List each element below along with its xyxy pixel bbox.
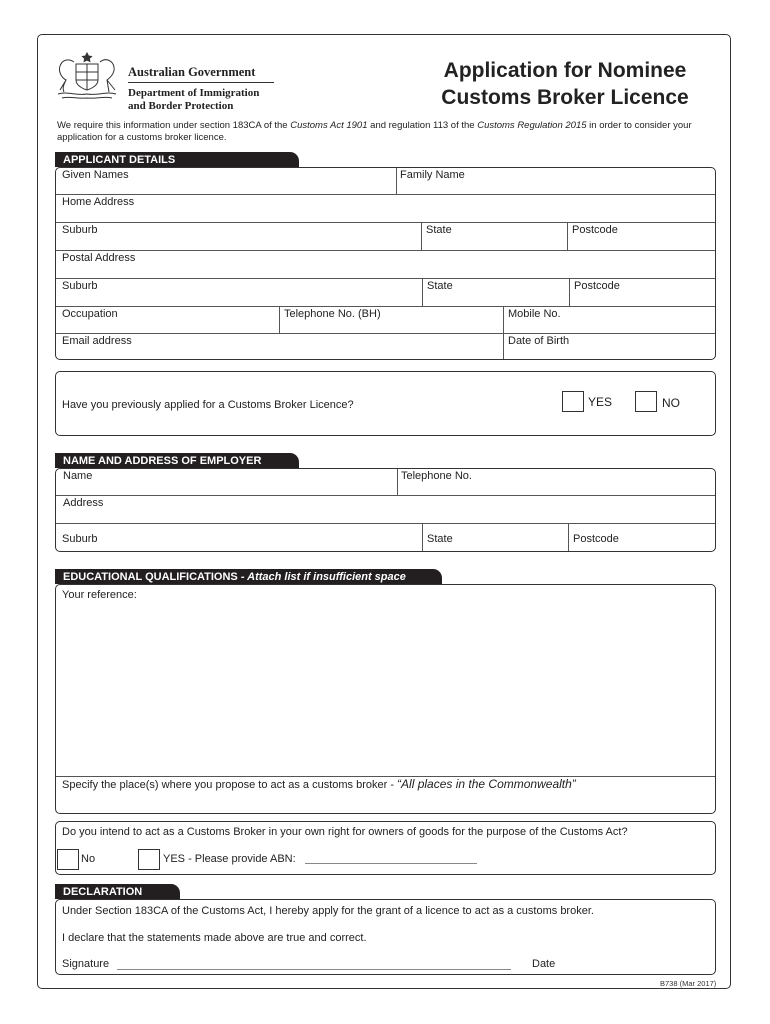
previous-application-question: Have you previously applied for a Customs Broker Licence? bbox=[62, 399, 354, 411]
home-address-field[interactable]: Home Address bbox=[62, 196, 135, 208]
broker-places-row bbox=[62, 778, 576, 792]
home-state-field[interactable]: State bbox=[426, 224, 452, 236]
form-title bbox=[410, 57, 720, 111]
intro-part3: in order to consider your application for a customs broker licence. bbox=[57, 120, 692, 143]
intro-act2: Customs Regulation 2015 bbox=[477, 120, 587, 131]
coat-of-arms-logo bbox=[52, 50, 122, 102]
intro-act1: Customs Act 1901 bbox=[290, 120, 368, 131]
row-divider bbox=[56, 306, 715, 307]
employer-suburb-field[interactable]: Suburb bbox=[62, 533, 98, 545]
col-divider bbox=[503, 306, 504, 359]
given-names-field[interactable]: Given Names bbox=[62, 169, 129, 181]
col-divider bbox=[422, 523, 423, 551]
employer-postcode-field[interactable]: Postcode bbox=[573, 533, 619, 545]
your-reference-field[interactable]: Your reference: bbox=[62, 589, 137, 601]
previous-no-checkbox[interactable] bbox=[635, 391, 657, 412]
col-divider bbox=[279, 306, 280, 333]
previous-yes-checkbox[interactable] bbox=[562, 391, 584, 412]
signature-label: Signature bbox=[62, 958, 110, 970]
department-line1: Department of Immigration bbox=[128, 87, 260, 99]
row-divider bbox=[56, 194, 715, 195]
postal-address-field[interactable]: Postal Address bbox=[62, 252, 136, 264]
intro-text bbox=[57, 120, 722, 144]
date-of-birth-field[interactable]: Date of Birth bbox=[508, 335, 570, 347]
row-divider bbox=[56, 278, 715, 279]
education-heading bbox=[55, 569, 442, 584]
postal-postcode-field[interactable]: Postcode bbox=[574, 280, 620, 292]
telephone-bh-field[interactable]: Telephone No. (BH) bbox=[284, 308, 381, 320]
previous-yes-label: YES bbox=[588, 395, 613, 409]
col-divider bbox=[397, 469, 398, 495]
form-title-line2: Customs Broker Licence bbox=[441, 86, 689, 109]
email-field[interactable]: Email address bbox=[62, 335, 132, 347]
postal-suburb-field[interactable]: Suburb bbox=[62, 280, 98, 292]
broker-places-value: “All places in the Commonwealth” bbox=[397, 777, 576, 791]
own-right-question: Do you intend to act as a Customs Broker in your own right for owners of goods for the purpose of the Customs Act? bbox=[62, 826, 628, 838]
form-code: B738 (Mar 2017) bbox=[660, 979, 717, 988]
broker-places-label: Specify the place(s) where you propose to act as a customs broker - bbox=[62, 779, 398, 791]
department-name bbox=[128, 87, 259, 113]
government-name: Australian Government bbox=[128, 65, 256, 79]
row-divider bbox=[56, 333, 715, 334]
own-right-no-checkbox[interactable] bbox=[57, 849, 79, 870]
row-divider bbox=[56, 523, 715, 524]
postal-state-field[interactable]: State bbox=[427, 280, 453, 292]
col-divider bbox=[422, 278, 423, 306]
col-divider bbox=[567, 222, 568, 250]
mobile-field[interactable]: Mobile No. bbox=[508, 308, 561, 320]
employer-address-field[interactable]: Address bbox=[63, 497, 104, 509]
row-divider bbox=[56, 776, 715, 777]
header-rule bbox=[128, 82, 274, 83]
signature-line[interactable] bbox=[117, 969, 511, 970]
own-right-yes-checkbox[interactable] bbox=[138, 849, 160, 870]
education-heading-note: - Attach list if insufficient space bbox=[237, 571, 406, 583]
row-divider bbox=[56, 250, 715, 251]
home-suburb-field[interactable]: Suburb bbox=[62, 224, 98, 236]
employer-name-field[interactable]: Name bbox=[63, 470, 93, 482]
abn-input-line[interactable] bbox=[305, 863, 477, 864]
date-label: Date bbox=[532, 958, 556, 970]
declaration-text-1: Under Section 183CA of the Customs Act, I hereby apply for the grant of a licence to act as a customs broker. bbox=[62, 905, 594, 917]
education-heading-text: EDUCATIONAL QUALIFICATIONS bbox=[63, 571, 238, 583]
employer-state-field[interactable]: State bbox=[427, 533, 453, 545]
row-divider bbox=[56, 222, 715, 223]
own-right-yes-label: YES - Please provide ABN: bbox=[163, 853, 296, 865]
department-line2: and Border Protection bbox=[128, 100, 234, 112]
col-divider bbox=[569, 278, 570, 306]
employer-heading: NAME AND ADDRESS OF EMPLOYER bbox=[55, 453, 299, 468]
col-divider bbox=[568, 523, 569, 551]
previous-no-label: NO bbox=[662, 396, 680, 410]
declaration-heading: DECLARATION bbox=[55, 884, 180, 899]
intro-part1: We require this information under section 183CA of the bbox=[57, 120, 291, 131]
applicant-details-heading: APPLICANT DETAILS bbox=[55, 152, 299, 167]
family-name-field[interactable]: Family Name bbox=[400, 169, 465, 181]
col-divider bbox=[421, 222, 422, 250]
home-postcode-field[interactable]: Postcode bbox=[572, 224, 618, 236]
own-right-no-label: No bbox=[81, 853, 96, 865]
row-divider bbox=[56, 495, 715, 496]
form-title-line1: Application for Nominee bbox=[443, 59, 687, 82]
intro-part2: and regulation 113 of the bbox=[367, 120, 478, 131]
employer-telephone-field[interactable]: Telephone No. bbox=[401, 470, 472, 482]
declaration-text-2: I declare that the statements made above are true and correct. bbox=[62, 932, 367, 944]
applicant-details-box bbox=[55, 167, 716, 360]
occupation-field[interactable]: Occupation bbox=[62, 308, 118, 320]
col-divider bbox=[396, 168, 397, 194]
